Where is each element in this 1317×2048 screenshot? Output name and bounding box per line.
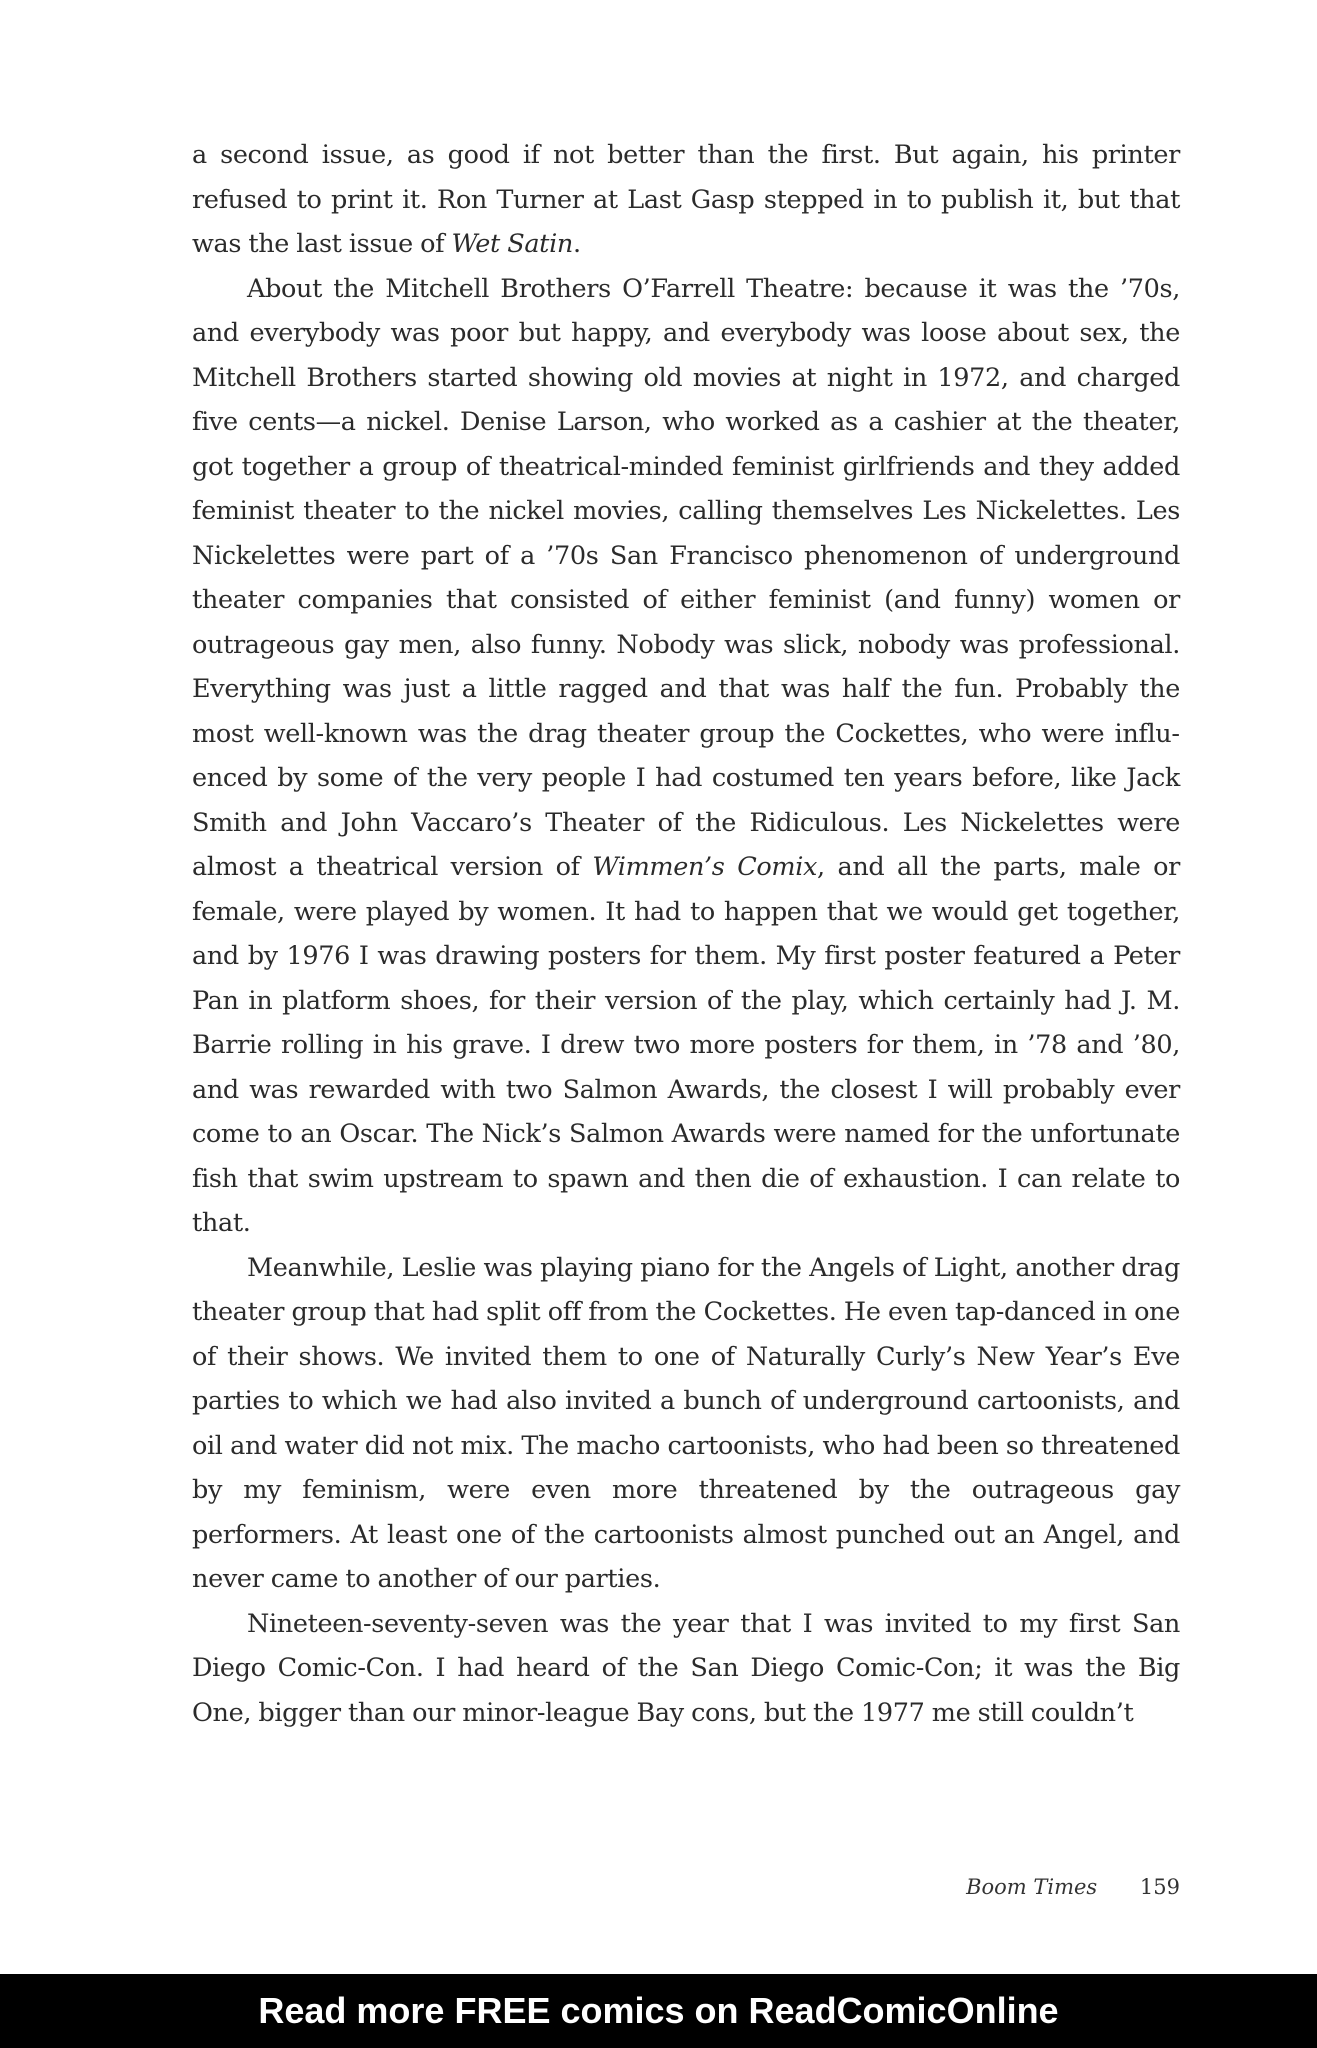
paragraph (192, 1602, 1180, 1736)
page-footer (966, 1875, 1180, 1899)
paragraph-text: Meanwhile, Leslie was playing piano for the Angels of Light, another drag theater group that had split off from the Cockettes. He even tap-danced in one of their shows. We invited them to one of Naturally Curly’s New Year’s Eve parties to which we had also invited a bunch of underground cartoonists, and oil and water did not mix. The macho cartoonists, who had been so threatened by my feminism, were even more threatened by the outrageous gay performers. At least one of the cartoonists almost punched out an Angel, and never came to another of our parties. (192, 1252, 1180, 1594)
italic-title: Wet Satin (451, 229, 573, 259)
paragraph (192, 133, 1180, 267)
promo-banner[interactable] (0, 1974, 1317, 2048)
paragraph (192, 267, 1180, 1246)
paragraph-text: a second issue, as good if not better than the first. But again, his printer refused to print it. Ron Turner at Last Gasp stepped in to publish it, but that was the last issue of (192, 140, 1180, 259)
running-title: Boom Times (966, 1875, 1098, 1899)
italic-title: Wimmen’s Comix (592, 852, 818, 882)
paragraph-text: Nineteen-seventy-seven was the year that I was invited to my first San Diego Comic-Con. I had heard of the San Diego Comic-Con; it was the Big One, bigger than our minor-league Bay cons, but the 1977 me still couldn’t (192, 1608, 1180, 1728)
page-number: 159 (1139, 1875, 1180, 1899)
paragraph-text: About the Mitchell Brothers O’Farrell Theatre: because it was the ’70s, and everybody was poor but happy, and everybody was loose about sex, the Mitchell Brothers started showing old movies at night in 1972, and charged five cents—a nickel. Denise Larson, who worked as a cashier at the theater, got together a group of theatrical-minded feminist girlfriends and they added feminist theater to the nickel movies, calling themselves Les Nickelettes. Les Nickelettes were part of a ’70s San Francisco phenomenon of underground theater companies that consisted of either feminist (and funny) women or outrageous gay men, also funny. Nobody was slick, nobody was professional. Everything was just a little ragged and that was half the fun. Probably the most well-known was the drag theater group the Cockettes, who were influenced by some of the very people I had costumed ten years before, like Jack Smith and John Vaccaro’s Theater of the Ridiculous. Les Nickelettes were almost a theatrical version of (192, 273, 1180, 882)
paragraph-text: , and all the parts, male or female, were played by women. It had to happen that we would get together, and by 1976 I was drawing posters for them. My first poster featured a Peter Pan in platform shoes, for their version of the play, which certainly had J. M. Barrie rolling in his grave. I drew two more posters for them, in ’78 and ’80, and was rewarded with two Salmon Awards, the closest I will probably ever come to an Oscar. The Nick’s Salmon Awards were named for the unfortunate fish that swim upstream to spawn and then die of exhaustion. I can relate to that. (192, 852, 1180, 1238)
body-text (192, 133, 1180, 1735)
promo-banner-text[interactable]: Read more FREE comics on ReadComicOnline (258, 1990, 1059, 2031)
paragraph-text: . (572, 229, 581, 259)
paragraph (192, 1246, 1180, 1602)
